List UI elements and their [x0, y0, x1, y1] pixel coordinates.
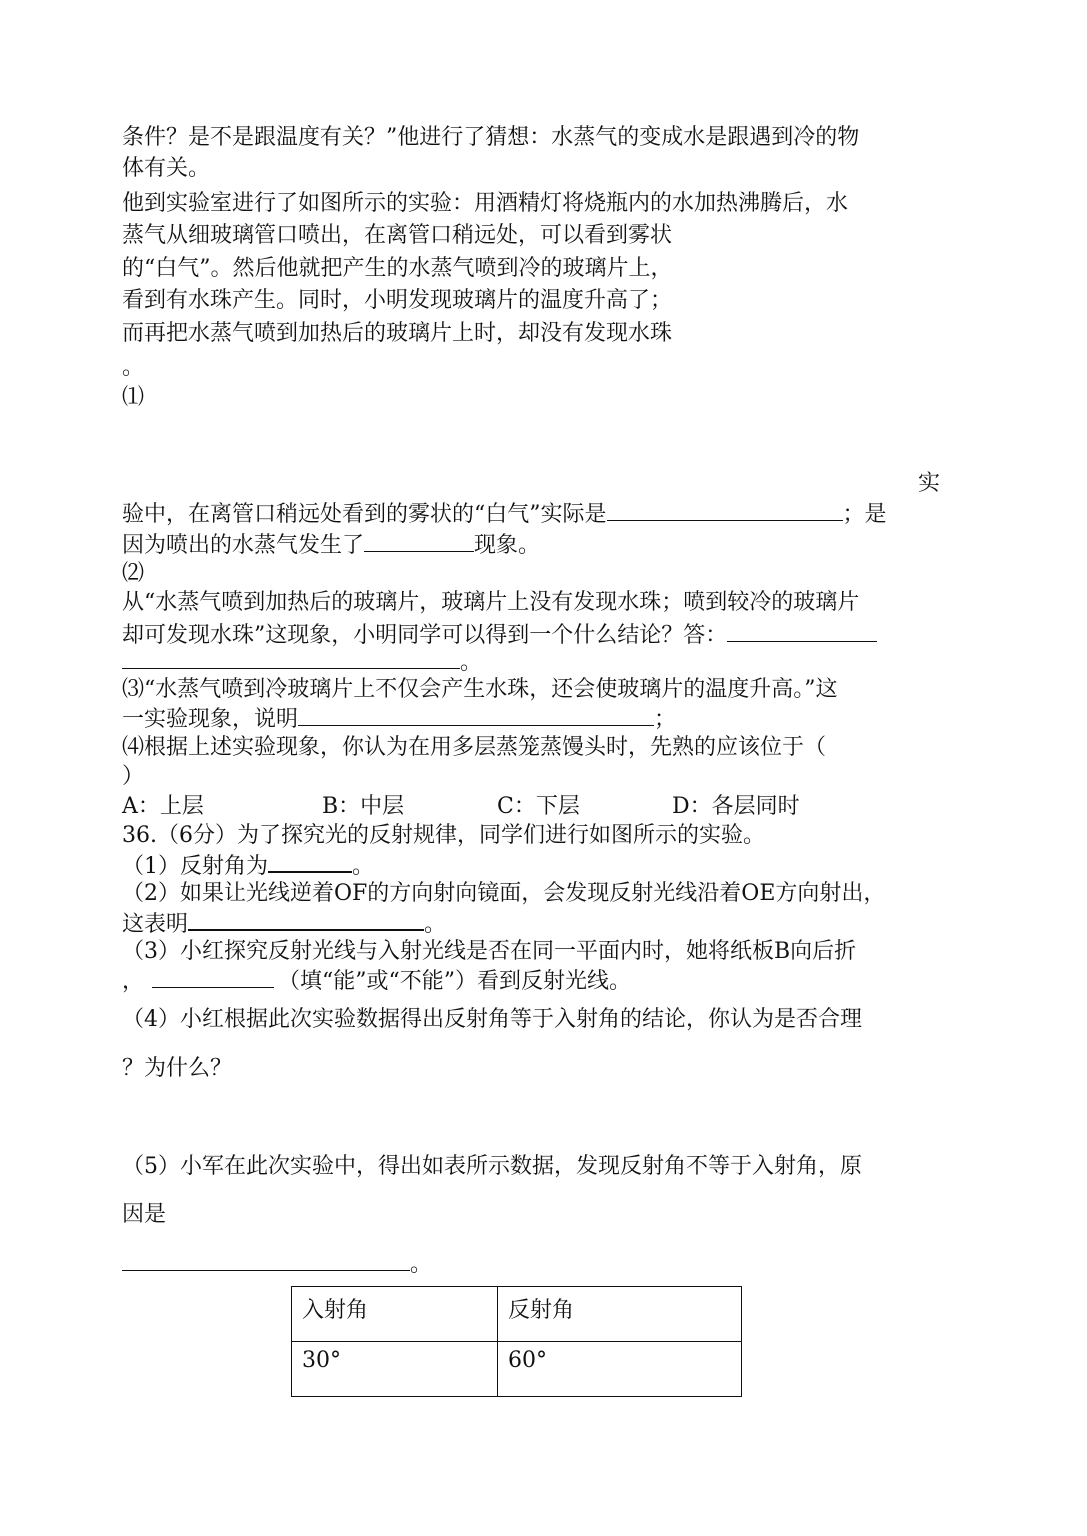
question-text: 。	[424, 912, 447, 937]
table-header-cell: 反射角	[498, 1287, 742, 1342]
paragraph-line: 蒸气从细玻璃管口喷出，在离管口稍远处，可以看到雾状	[122, 223, 673, 248]
option-d[interactable]: D：各层同时	[672, 794, 800, 819]
table-cell: 60°	[498, 1342, 742, 1397]
question-line	[122, 705, 676, 734]
question-text: 实	[918, 471, 941, 496]
question-text: ）	[122, 764, 145, 789]
question-text: （1）反射角为	[122, 854, 268, 879]
question-title: 36.（6分）为了探究光的反射规律，同学们进行如图所示的实验。	[122, 823, 765, 848]
paragraph-line: 条件？是不是跟温度有关？”他进行了猜想：水蒸气的变成水是跟遇到冷的物	[122, 125, 860, 150]
question-line	[122, 621, 877, 650]
paragraph-line: 体有关。	[122, 156, 211, 181]
table-cell: 30°	[292, 1342, 498, 1397]
question-line	[122, 648, 482, 677]
question-text: 这表明	[122, 912, 189, 937]
question-text: 因是	[122, 1202, 167, 1227]
question-line	[122, 909, 446, 939]
paragraph-line: 的“白气”。然后他就把产生的水蒸气喷到冷的玻璃片上，	[122, 256, 673, 281]
paragraph-line: 他到实验室进行了如图所示的实验：用酒精灯将烧瓶内的水加热沸腾后，水	[122, 191, 849, 216]
question-text: ，	[122, 969, 145, 994]
answer-blank[interactable]	[364, 531, 474, 552]
question-text: ？为什么？	[122, 1056, 233, 1081]
question-line	[122, 531, 540, 560]
question-line	[122, 1250, 432, 1279]
question-number: ⑴	[122, 385, 145, 410]
question-text: 因为喷出的水蒸气发生了	[122, 533, 365, 558]
question-text: 验中，在离管口稍远处看到的雾状的“白气”实际是	[122, 502, 607, 527]
answer-blank[interactable]	[188, 909, 424, 931]
question-text: （4）小红根据此次实验数据得出反射角等于入射角的结论，你认为是否合理	[122, 1007, 862, 1032]
question-text: （3）小红探究反射光线与入射光线是否在同一平面内时，她将纸板B向后折	[122, 939, 857, 964]
question-text: ⑶“水蒸气喷到冷玻璃片上不仅会产生水珠，还会使玻璃片的温度升高。”这	[122, 677, 838, 702]
question-text: 一实验现象，说明	[122, 707, 299, 732]
question-text: 从“水蒸气喷到加热后的玻璃片，玻璃片上没有发现水珠；喷到较冷的玻璃片	[122, 590, 860, 615]
paragraph-line: 看到有水珠产生。同时，小明发现玻璃片的温度升高了；	[122, 288, 673, 313]
option-c[interactable]: C：下层	[497, 794, 580, 819]
paragraph-line: 而再把水蒸气喷到加热后的玻璃片上时，却没有发现水珠	[122, 321, 673, 346]
option-a[interactable]: A：上层	[122, 794, 204, 819]
table-header-cell: 入射角	[292, 1287, 498, 1342]
options-row	[122, 793, 800, 821]
table-header-row	[292, 1287, 742, 1342]
question-line	[122, 500, 887, 529]
data-table	[291, 1286, 742, 1397]
question-text: 。	[410, 1252, 433, 1277]
question-text: （5）小军在此次实验中，得出如表所示数据，发现反射角不等于入射角，原	[122, 1154, 862, 1179]
question-text: 却可发现水珠”这现象，小明同学可以得到一个什么结论？答：	[122, 623, 728, 648]
question-line	[122, 851, 374, 881]
question-number: ⑵	[122, 561, 145, 586]
table-row	[292, 1342, 742, 1397]
answer-blank[interactable]	[727, 621, 877, 642]
question-text: ；是	[842, 502, 887, 527]
paragraph-line: 。	[122, 355, 145, 380]
question-text: （填“能”或“不能”）看到反射光线。	[278, 969, 632, 994]
answer-blank[interactable]	[268, 851, 352, 873]
question-text: 。	[352, 854, 375, 879]
question-text: ；	[654, 707, 677, 732]
answer-blank[interactable]	[122, 1250, 410, 1271]
question-text: ⑷根据上述实验现象，你认为在用多层蒸笼蒸馒头时，先熟的应该位于（	[122, 735, 827, 760]
question-line	[122, 967, 631, 996]
answer-blank[interactable]	[122, 648, 460, 669]
question-text: 。	[460, 650, 483, 675]
question-text: 现象。	[474, 533, 541, 558]
answer-blank[interactable]	[152, 967, 274, 988]
question-text: （2）如果让光线逆着OF的方向射向镜面，会发现反射光线沿着OE方向射出，	[122, 881, 886, 906]
answer-blank[interactable]	[607, 500, 843, 521]
answer-blank[interactable]	[298, 705, 654, 726]
option-b[interactable]: B：中层	[322, 794, 405, 819]
